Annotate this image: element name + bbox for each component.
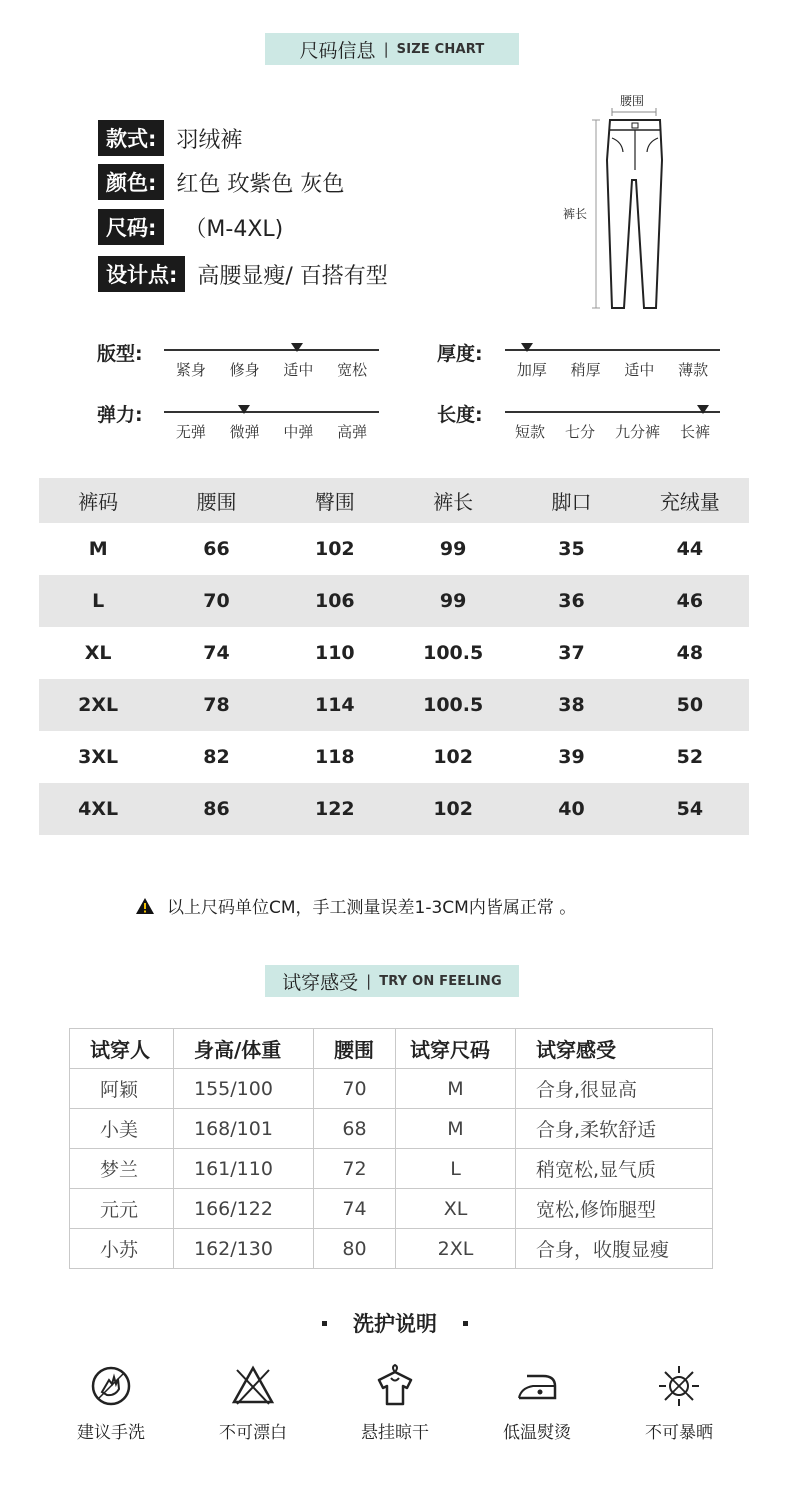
spec-size: [98, 209, 283, 245]
table-cell: 合身,柔软舒适: [516, 1109, 713, 1149]
spec-value: 红色 玫紫色 灰色: [176, 171, 345, 197]
size-chart-badge: [265, 33, 519, 65]
table-cell: 82: [203, 746, 230, 768]
table-cell: 稍宽松,显气质: [516, 1149, 713, 1189]
meter-option: 无弹: [175, 423, 206, 441]
low-iron-icon: [513, 1362, 561, 1410]
table-cell: XL: [84, 642, 112, 664]
table-cell: 110: [314, 642, 355, 664]
table-cell: 合身,很显高: [516, 1069, 713, 1109]
header-cell: 脚口: [512, 478, 630, 523]
table-cell: 宽松,修饰腿型: [516, 1189, 713, 1229]
table-cell: 72: [314, 1149, 396, 1189]
header-cell: 身高/体重: [174, 1029, 314, 1069]
size-chart-title: 尺码信息: [299, 39, 376, 62]
care-label: 不可暴晒: [645, 1423, 713, 1443]
table-cell: 2XL: [39, 679, 157, 731]
care-section-title: [0, 1308, 790, 1338]
table-cell: 102: [314, 538, 355, 560]
hang-dry-icon: [371, 1362, 419, 1410]
note-text: 以上尺码单位CM，手工测量误差1-3CM内皆属正常 。: [167, 898, 577, 918]
table-cell: 48: [676, 642, 704, 664]
table-cell: 54: [631, 783, 749, 835]
length-meter-label: 长度:: [437, 404, 483, 426]
meter-option: 高弹: [337, 423, 368, 441]
meter-marker: [238, 405, 250, 414]
table-cell: 小苏: [70, 1229, 174, 1269]
fit-meter-label: 版型:: [97, 343, 143, 365]
size-table: [39, 478, 749, 835]
table-cell: 161/110: [174, 1149, 314, 1189]
table-cell: 39: [558, 746, 585, 768]
spec-key: 设计点:: [98, 256, 185, 292]
spec-key: 款式:: [98, 120, 164, 156]
table-cell: 74: [314, 1189, 396, 1229]
measurement-note: [135, 893, 576, 918]
table-cell: 168/101: [174, 1109, 314, 1149]
care-label: 悬挂晾干: [361, 1423, 429, 1443]
table-cell: 100.5: [423, 642, 484, 664]
meter-option: 七分: [564, 423, 595, 441]
table-cell: 合身，收腹显瘦: [516, 1229, 713, 1269]
header-cell: 充绒量: [631, 478, 749, 523]
table-cell: 3XL: [78, 746, 119, 768]
care-item: [51, 1362, 171, 1443]
badge-separator: |: [366, 972, 372, 990]
table-cell: M: [88, 538, 108, 560]
meter-line: [505, 411, 720, 413]
stretch-meter: [164, 405, 379, 445]
header-cell: 腰围: [314, 1029, 396, 1069]
table-row: [70, 1109, 713, 1149]
badge-separator: |: [383, 40, 389, 58]
stretch-meter-label: 弹力:: [97, 404, 143, 426]
meter-option: 中弹: [283, 423, 314, 441]
header-cell: 试穿感受: [516, 1029, 713, 1069]
table-cell: 小美: [70, 1109, 174, 1149]
table-cell: 102: [394, 783, 512, 835]
meter-option: 适中: [283, 361, 314, 379]
table-cell: 52: [676, 746, 704, 768]
bullet-dot: [322, 1321, 327, 1326]
table-cell: 80: [314, 1229, 396, 1269]
table-cell: 102: [433, 746, 473, 768]
meter-option: 薄款: [678, 361, 709, 379]
meter-option: 适中: [624, 361, 655, 379]
table-cell: XL: [396, 1189, 516, 1229]
warning-icon: [135, 897, 155, 915]
no-bleach-icon: [229, 1362, 277, 1410]
table-cell: 99: [439, 538, 467, 560]
table-cell: 38: [512, 679, 630, 731]
table-cell: 66: [203, 538, 230, 560]
meter-option: 加厚: [516, 361, 547, 379]
header-cell: 裤码: [39, 478, 157, 523]
spec-style: [98, 120, 242, 156]
spec-value: 高腰显瘦/ 百搭有型: [197, 263, 388, 289]
table-cell: 122: [276, 783, 394, 835]
table-row: [39, 523, 749, 575]
table-cell: 阿颖: [70, 1069, 174, 1109]
length-label: 裤长: [562, 207, 588, 221]
table-row: [70, 1149, 713, 1189]
hand-wash-icon: [87, 1362, 135, 1410]
table-cell: 37: [558, 642, 585, 664]
no-sun-icon: [655, 1362, 703, 1410]
table-cell: 70: [314, 1069, 396, 1109]
table-row: [39, 627, 749, 679]
table-cell: 166/122: [174, 1189, 314, 1229]
try-table-header: [70, 1029, 713, 1069]
meter-option: 修身: [229, 361, 260, 379]
meter-option: 宽松: [337, 361, 368, 379]
table-row: [70, 1069, 713, 1109]
care-item: [477, 1362, 597, 1443]
table-cell: 50: [631, 679, 749, 731]
table-cell: 70: [157, 575, 275, 627]
waist-label: 腰围: [619, 94, 645, 108]
meter-line: [164, 411, 379, 413]
table-cell: M: [396, 1069, 516, 1109]
fit-meter: [164, 343, 379, 383]
header-cell: 臀围: [276, 478, 394, 523]
spec-value: 羽绒裤: [176, 127, 243, 153]
table-row: [70, 1189, 713, 1229]
thickness-meter: [505, 343, 720, 383]
try-on-badge: [265, 965, 519, 997]
header-cell: 腰围: [157, 478, 275, 523]
care-title-text: 洗护说明: [353, 1312, 437, 1336]
spec-value: （M-4XL): [184, 216, 284, 242]
table-cell: 162/130: [174, 1229, 314, 1269]
table-cell: 梦兰: [70, 1149, 174, 1189]
table-cell: 4XL: [39, 783, 157, 835]
header-cell: 试穿尺码: [396, 1029, 516, 1069]
meter-option: 短款: [514, 423, 545, 441]
meter-option: 微弹: [229, 423, 260, 441]
table-cell: 99: [394, 575, 512, 627]
care-item: [193, 1362, 313, 1443]
meter-marker: [521, 343, 533, 352]
table-cell: 114: [276, 679, 394, 731]
table-cell: L: [39, 575, 157, 627]
care-instructions: [40, 1362, 750, 1443]
table-cell: 46: [631, 575, 749, 627]
table-row: [39, 731, 749, 783]
table-row: [39, 783, 749, 835]
table-cell: 40: [512, 783, 630, 835]
care-label: 不可漂白: [219, 1423, 287, 1443]
table-cell: 106: [276, 575, 394, 627]
meter-option: 长裤: [679, 423, 710, 441]
meter-marker: [697, 405, 709, 414]
table-row: [39, 679, 749, 731]
table-row: [70, 1229, 713, 1269]
table-cell: 44: [676, 538, 704, 560]
table-cell: 36: [512, 575, 630, 627]
table-cell: 74: [203, 642, 230, 664]
meter-line: [164, 349, 379, 351]
table-cell: 155/100: [174, 1069, 314, 1109]
length-meter: [505, 405, 720, 445]
care-item: [335, 1362, 455, 1443]
header-cell: 裤长: [394, 478, 512, 523]
try-on-subtitle: TRY ON FEELING: [379, 973, 502, 989]
spec-color: [98, 164, 344, 200]
try-on-title: 试穿感受: [282, 971, 359, 994]
thickness-meter-label: 厚度:: [437, 343, 483, 365]
table-cell: 35: [558, 538, 585, 560]
try-on-table: [69, 1028, 713, 1269]
size-chart-subtitle: SIZE CHART: [396, 41, 485, 57]
bullet-dot: [463, 1321, 468, 1326]
care-label: 建议手洗: [77, 1423, 145, 1443]
table-cell: 100.5: [394, 679, 512, 731]
meter-option: 稍厚: [570, 361, 601, 379]
meter-option: 紧身: [175, 361, 206, 379]
table-cell: 118: [314, 746, 355, 768]
table-cell: 86: [157, 783, 275, 835]
spec-key: 颜色:: [98, 164, 164, 200]
meter-marker: [291, 343, 303, 352]
meter-line: [505, 349, 720, 351]
table-cell: 68: [314, 1109, 396, 1149]
header-cell: 试穿人: [70, 1029, 174, 1069]
spec-key: 尺码:: [98, 209, 164, 245]
size-table-header: [39, 478, 749, 523]
table-cell: L: [396, 1149, 516, 1189]
table-row: [39, 575, 749, 627]
care-label: 低温熨烫: [503, 1423, 571, 1443]
spec-design: [98, 256, 388, 292]
pants-diagram: [560, 90, 700, 315]
meter-option: 九分裤: [614, 423, 660, 441]
table-cell: 78: [157, 679, 275, 731]
table-cell: M: [396, 1109, 516, 1149]
care-item: [619, 1362, 739, 1443]
table-cell: 元元: [70, 1189, 174, 1229]
table-cell: 2XL: [396, 1229, 516, 1269]
